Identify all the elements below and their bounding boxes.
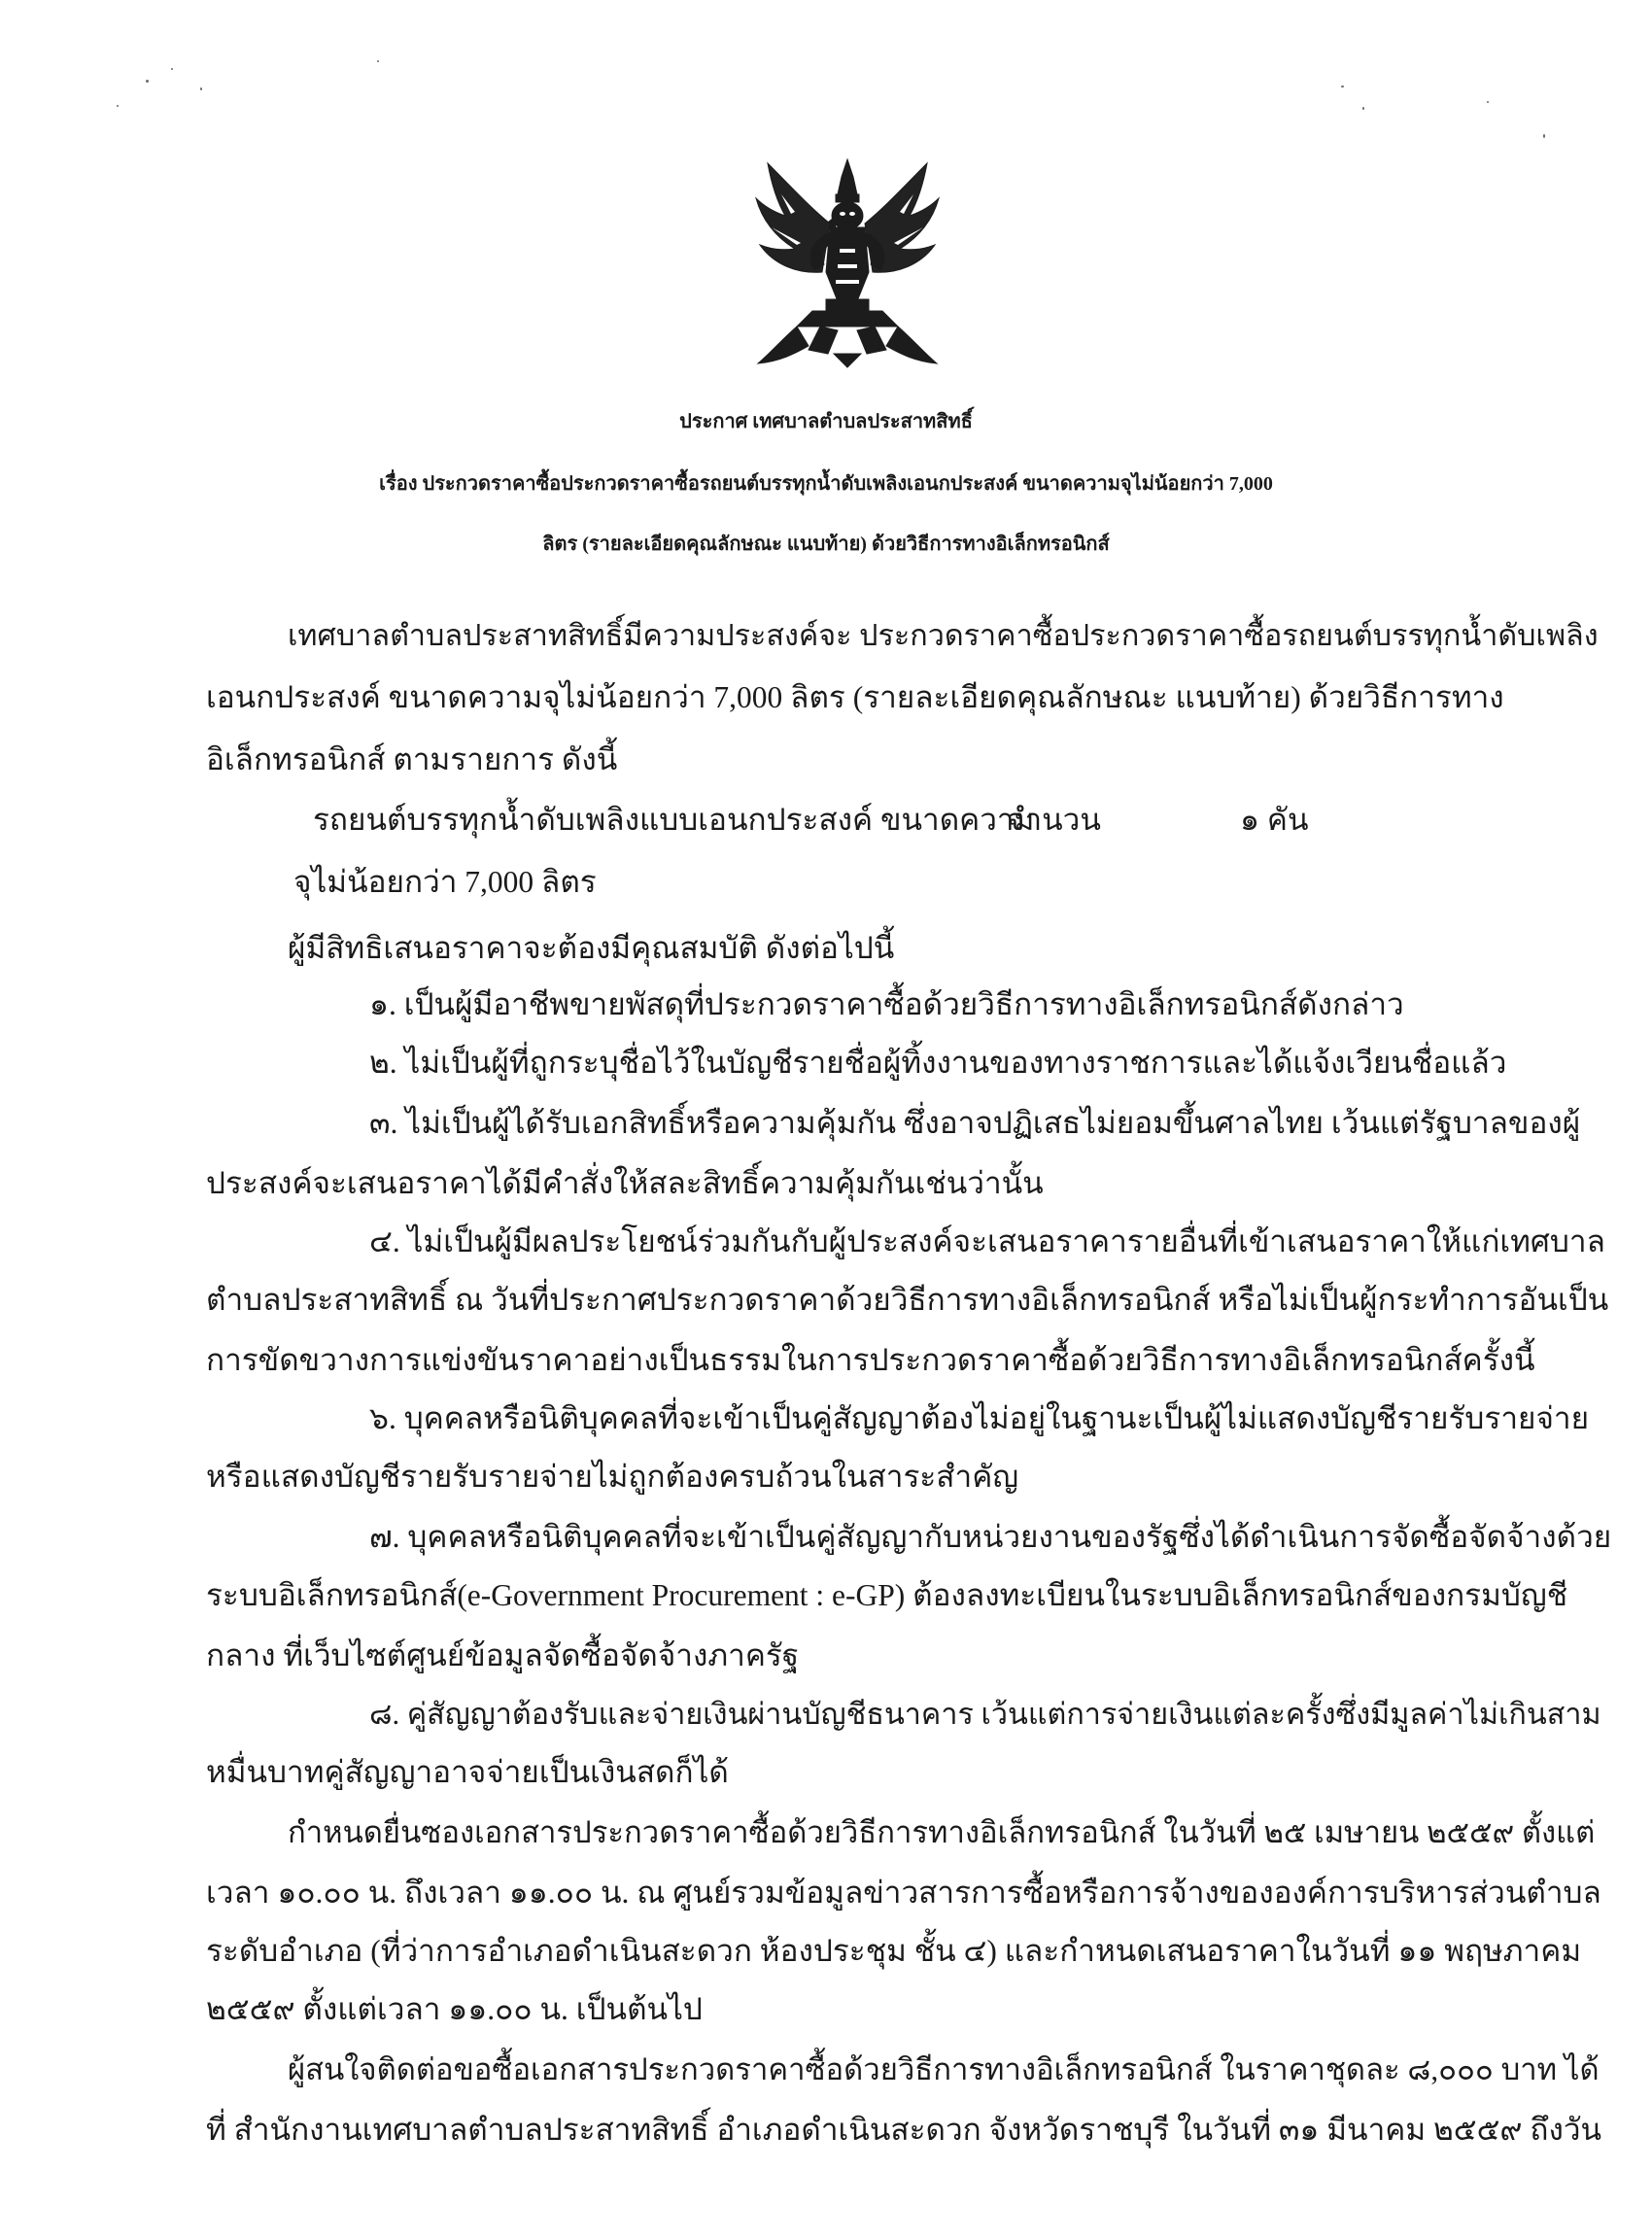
qualification-3-line-2: ประสงค์จะเสนอราคาได้มีคำสั่งให้สละสิทธิ์ความคุ้มกันเช่นว่านั้น: [206, 1166, 1044, 1200]
announcement-title: ประกาศ เทศบาลตำบลประสาทสิทธิ์: [679, 411, 973, 432]
qualification-7-line-1: ๗. บุคคลหรือนิติบุคคลที่จะเข้าเป็นคู่สัญญากับหน่วยงานของรัฐซึ่งได้ดำเนินการจัดซื้อจัดจ้างด้วย: [369, 1520, 1612, 1554]
qualification-8-line-1: ๘. คู่สัญญาต้องรับและจ่ายเงินผ่านบัญชีธนาคาร เว้นแต่การจ่ายเงินแต่ละครั้งซึ่งมีมูลค่าไม่เกินสาม: [369, 1698, 1601, 1731]
qualification-6-line-2: หรือแสดงบัญชีรายรับรายจ่ายไม่ถูกต้องครบถ้วนในสาระสำคัญ: [206, 1460, 1019, 1494]
item-name-line-2: จุไม่น้อยกว่า 7,000 ลิตร: [293, 865, 597, 899]
scan-speck: [1362, 107, 1364, 110]
subject-line-2: ลิตร (รายละเอียดคุณลักษณะ แนบท้าย) ด้วยวิธีการทางอิเล็กทรอนิกส์: [542, 534, 1110, 555]
subject-line-1: เรื่อง ประกวดราคาซื้อประกวดราคาซื้อรถยนต์บรรทุกน้ำดับเพลิงเอนกประสงค์ ขนาดความจุไม่น้อยกว่า 7,000: [379, 473, 1273, 495]
scan-speck: [117, 105, 119, 107]
contact-line-2: ที่ สำนักงานเทศบาลตำบลประสาทสิทธิ์ อำเภอดำเนินสะดวก จังหวัดราชบุรี ในวันที่ ๓๑ มีนาคม ๒๕๕๙ ถึงวัน: [206, 2113, 1602, 2147]
schedule-line-1: กำหนดยื่นซองเอกสารประกวดราคาซื้อด้วยวิธีการทางอิเล็กทรอนิกส์ ในวันที่ ๒๕ เมษายน ๒๕๕๙ ตั้งแต่: [288, 1815, 1596, 1849]
qualification-8-line-2: หมื่นบาทคู่สัญญาอาจจ่ายเป็นเงินสดก็ได้: [206, 1755, 729, 1789]
contact-line-1: ผู้สนใจติดต่อขอซื้อเอกสารประกวดราคาซื้อด้วยวิธีการทางอิเล็กทรอนิกส์ ในราคาชุดละ ๘,๐๐๐ บาท ได้: [288, 2052, 1600, 2086]
scan-speck: [1487, 101, 1489, 103]
scan-speck: [146, 80, 149, 83]
scan-speck: [1543, 134, 1545, 138]
intro-line-3: อิเล็กทรอนิกส์ ตามรายการ ดังนี้: [206, 742, 618, 776]
item-qty-label: จำนวน: [1007, 803, 1101, 837]
scan-speck: [200, 87, 202, 90]
qualification-7-line-3: กลาง ที่เว็บไซต์ศูนย์ข้อมูลจัดซื้อจัดจ้างภาครัฐ: [206, 1638, 800, 1672]
qualifications-heading: ผู้มีสิทธิเสนอราคาจะต้องมีคุณสมบัติ ดังต่อไปนี้: [288, 931, 895, 965]
item-qty-value: ๑ คัน: [1240, 803, 1309, 837]
schedule-line-4: ๒๕๕๙ ตั้งแต่เวลา ๑๑.๐๐ น. เป็นต้นไป: [206, 1992, 703, 2026]
qualification-3-line-1: ๓. ไม่เป็นผู้ได้รับเอกสิทธิ์หรือความคุ้มกัน ซึ่งอาจปฏิเสธไม่ยอมขึ้นศาลไทย เว้นแต่รัฐบาลของผู้: [369, 1106, 1581, 1140]
qualification-7-line-2: ระบบอิเล็กทรอนิกส์(e-Government Procurement : e-GP) ต้องลงทะเบียนในระบบอิเล็กทรอนิกส์ของกรมบัญชี: [206, 1578, 1568, 1612]
qualification-1: ๑. เป็นผู้มีอาชีพขายพัสดุที่ประกวดราคาซื้อด้วยวิธีการทางอิเล็กทรอนิกส์ดังกล่าว: [369, 987, 1404, 1021]
qualification-4-line-1: ๔. ไม่เป็นผู้มีผลประโยชน์ร่วมกันกับผู้ประสงค์จะเสนอราคารายอื่นที่เข้าเสนอราคาให้แก่เทศบาล: [369, 1224, 1605, 1258]
qualification-4-line-3: การขัดขวางการแข่งขันราคาอย่างเป็นธรรมในการประกวดราคาซื้อด้วยวิธีการทางอิเล็กทรอนิกส์ครั้งนี้: [206, 1343, 1535, 1377]
schedule-line-2: เวลา ๑๐.๐๐ น. ถึงเวลา ๑๑.๐๐ น. ณ ศูนย์รวมข้อมูลข่าวสารการซื้อหรือการจ้างขององค์การบริหารส่วนตำบล: [206, 1876, 1601, 1910]
item-name-line-1: รถยนต์บรรทุกน้ำดับเพลิงแบบเอนกประสงค์ ขนาดความ: [313, 803, 1035, 837]
qualification-6-line-1: ๖. บุคคลหรือนิติบุคคลที่จะเข้าเป็นคู่สัญญาต้องไม่อยู่ในฐานะเป็นผู้ไม่แสดงบัญชีรายรับรายจ่าย: [369, 1401, 1590, 1435]
scan-speck: [377, 60, 379, 62]
qualification-4-line-2: ตำบลประสาทสิทธิ์ ณ วันที่ประกาศประกวดราคาด้วยวิธีการทางอิเล็กทรอนิกส์ หรือไม่เป็นผู้กระทำการอันเป็น: [206, 1283, 1609, 1317]
qualification-2: ๒. ไม่เป็นผู้ที่ถูกระบุชื่อไว้ในบัญชีรายชื่อผู้ทิ้งงานของทางราชการและได้แจ้งเวียนชื่อแล้ว: [369, 1046, 1507, 1080]
schedule-line-3: ระดับอำเภอ (ที่ว่าการอำเภอดำเนินสะดวก ห้องประชุม ชั้น ๔) และกำหนดเสนอราคาในวันที่ ๑๑ พฤษภาคม: [206, 1934, 1582, 1968]
garuda-emblem-icon: [752, 155, 943, 369]
scan-speck: [1341, 86, 1344, 87]
intro-line-2: เอนกประสงค์ ขนาดความจุไม่น้อยกว่า 7,000 ลิตร (รายละเอียดคุณลักษณะ แนบท้าย) ด้วยวิธีการทาง: [206, 680, 1504, 714]
intro-line-1: เทศบาลตำบลประสาทสิทธิ์มีความประสงค์จะ ประกวดราคาซื้อประกวดราคาซื้อรถยนต์บรรทุกน้ำดับเพลิง: [288, 619, 1599, 652]
scan-speck: [171, 68, 173, 70]
